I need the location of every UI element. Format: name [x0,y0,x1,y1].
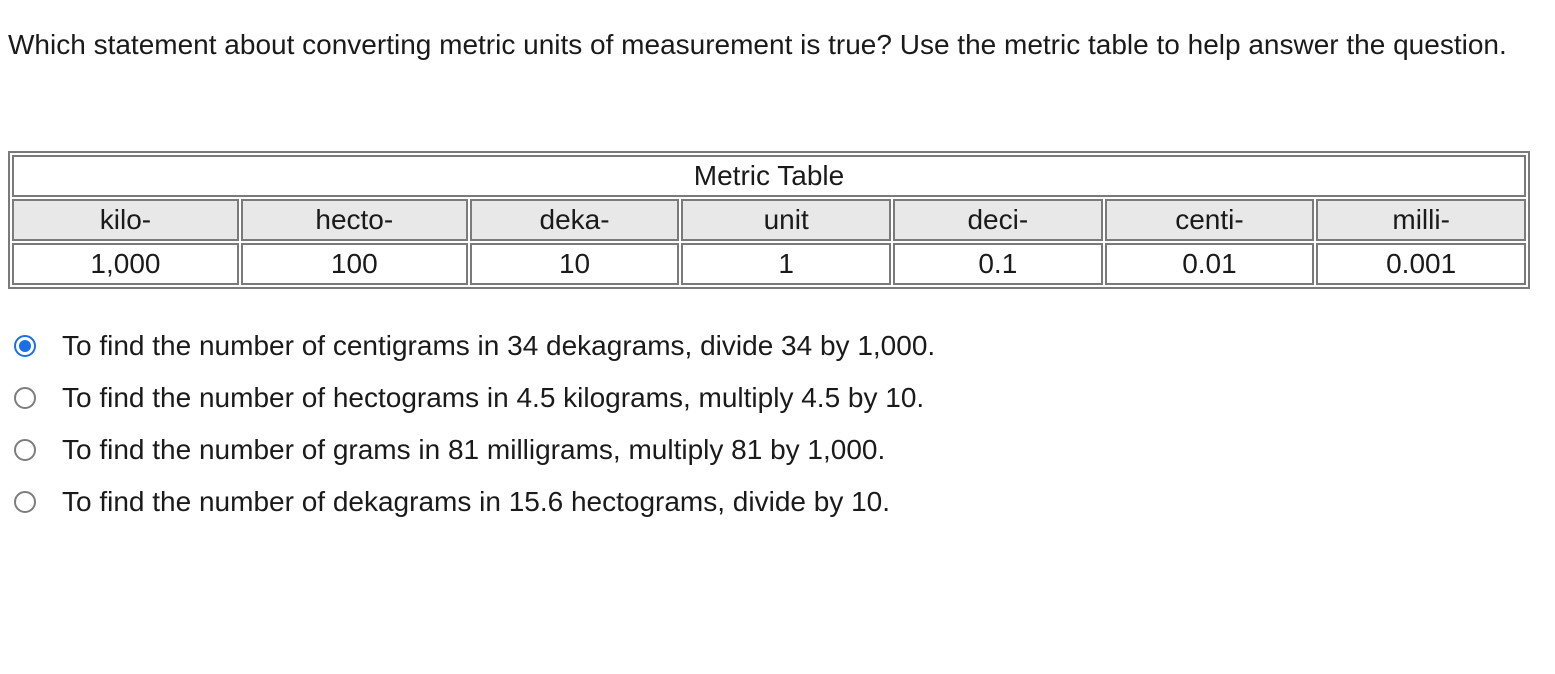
table-cell-value: 0.01 [1105,243,1315,285]
table-cell-value: 1,000 [12,243,239,285]
table-cell-prefix: milli- [1316,199,1526,241]
table-cell-prefix: deka- [470,199,680,241]
answer-option-4[interactable] [14,476,935,528]
answer-option-label[interactable]: To find the number of centigrams in 34 dekagrams, divide 34 by 1,000. [62,330,936,361]
answer-option-label[interactable]: To find the number of hectograms in 4.5 kilograms, multiply 4.5 by 10. [62,382,925,413]
table-cell-value: 100 [241,243,468,285]
table-cell-prefix: kilo- [12,199,239,241]
answer-options [14,320,935,528]
table-title: Metric Table [12,155,1526,197]
table-cell-value: 1 [681,243,891,285]
answer-option-1[interactable] [14,320,935,372]
answer-option-2[interactable] [14,372,935,424]
table-prefix-row [12,199,1526,241]
radio-button[interactable] [14,335,36,357]
radio-button[interactable] [14,387,36,409]
answer-option-3[interactable] [14,424,935,476]
table-value-row [12,243,1526,285]
table-title-row [12,155,1526,197]
answer-option-label[interactable]: To find the number of dekagrams in 15.6 hectograms, divide by 10. [62,486,891,517]
table-cell-prefix: centi- [1105,199,1315,241]
table-cell-prefix: hecto- [241,199,468,241]
answer-option-label[interactable]: To find the number of grams in 81 milligrams, multiply 81 by 1,000. [62,434,886,465]
question-text: Which statement about converting metric units of measurement is true? Use the metric table to help answer the question. [8,29,1507,60]
radio-button[interactable] [14,491,36,513]
table-cell-prefix: deci- [893,199,1103,241]
metric-table [8,151,1530,289]
table-cell-prefix: unit [681,199,891,241]
table-cell-value: 10 [470,243,680,285]
table-cell-value: 0.1 [893,243,1103,285]
table-cell-value: 0.001 [1316,243,1526,285]
radio-button[interactable] [14,439,36,461]
